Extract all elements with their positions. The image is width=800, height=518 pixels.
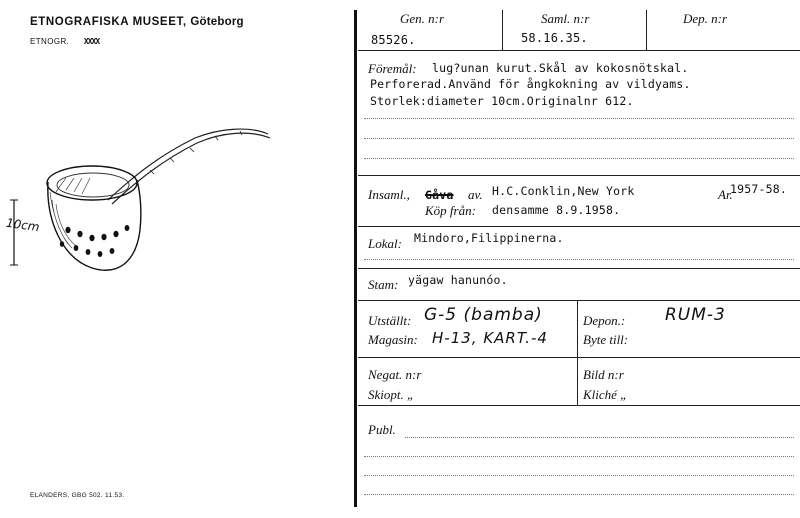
divider — [358, 50, 800, 51]
depon-label: Depon.: — [583, 313, 626, 328]
foremal-line: lug?unan kurut.Skål av kokosnötskal. — [432, 61, 689, 75]
saml-nr-label: Saml. n:r — [541, 11, 590, 26]
museum-city: Göteborg — [190, 16, 244, 28]
dotted-line — [364, 138, 794, 139]
coconut-bowl-sketch — [0, 120, 300, 290]
year-value: 1957-58. — [730, 182, 787, 196]
av-label: av. — [468, 187, 483, 202]
divider — [358, 268, 800, 269]
depon-value: RUM-3 — [665, 305, 726, 325]
foremal-label: Föremål: — [368, 61, 417, 76]
museum-title — [30, 16, 244, 28]
negat-label: Negat. n:r — [368, 367, 422, 382]
card-divider — [354, 10, 357, 507]
kliche-label: Kliché „ — [583, 387, 628, 402]
magasin-value: H-13, KART.-4 — [432, 329, 548, 347]
divider — [358, 405, 800, 406]
saml-nr-value: 58.16.35. — [521, 31, 588, 45]
dotted-line — [364, 259, 794, 260]
etnogr-label: ETNOGR. — [30, 37, 70, 46]
dotted-line — [364, 158, 794, 159]
etnogr-field — [30, 37, 99, 46]
lokal-value: Mindoro,Filippinerna. — [414, 231, 564, 245]
divider — [358, 357, 800, 358]
kop-fran-label: Köp från: — [425, 203, 476, 218]
divider — [358, 175, 800, 176]
magasin-label: Magasin: — [368, 332, 418, 347]
field-separator — [577, 300, 578, 357]
utstallt-label: Utställt: — [368, 313, 412, 328]
dep-nr-label: Dep. n:r — [683, 11, 728, 26]
gen-nr-label: Gen. n:r — [400, 11, 445, 26]
printer-imprint: ELANDERS, GBG 502. 11.53. — [30, 492, 125, 499]
divider — [358, 226, 800, 227]
top-row-separator — [646, 10, 647, 50]
lokal-label: Lokal: — [368, 236, 402, 251]
collector-value: H.C.Conklin,New York — [492, 184, 635, 198]
byte-till-label: Byte till: — [583, 332, 629, 347]
dotted-line — [364, 118, 794, 119]
publ-label: Publ. — [368, 422, 396, 437]
museum-name: ETNOGRAFISKA MUSEET, — [30, 16, 187, 28]
dotted-line — [364, 494, 794, 495]
stam-label: Stam: — [368, 277, 399, 292]
foremal-line: Storlek:diameter 10cm.Originalnr 612. — [370, 94, 634, 108]
scale-label: 10cm — [5, 215, 41, 235]
etnogr-value: XXXX — [83, 37, 100, 46]
skiopt-label: Skiopt. „ — [368, 387, 415, 402]
dotted-line — [364, 475, 794, 476]
bild-label: Bild n:r — [583, 367, 624, 382]
ar-label: Ar. — [718, 187, 733, 202]
insaml-label: Insaml., — [368, 187, 410, 202]
kop-fran-value: densamme 8.9.1958. — [492, 203, 621, 217]
utstallt-value: G-5 (bamba) — [424, 305, 543, 325]
foremal-line: Perforerad.Använd för ångkokning av vildyams. — [370, 77, 691, 91]
top-row-separator — [502, 10, 503, 50]
gava-struck: Gåva — [425, 188, 454, 202]
gen-nr-value: 85526. — [371, 33, 416, 47]
dotted-line — [364, 456, 794, 457]
dotted-line — [405, 437, 794, 438]
divider — [358, 300, 800, 301]
stam-value: yägaw hanunóo. — [408, 273, 508, 287]
field-separator — [577, 357, 578, 405]
